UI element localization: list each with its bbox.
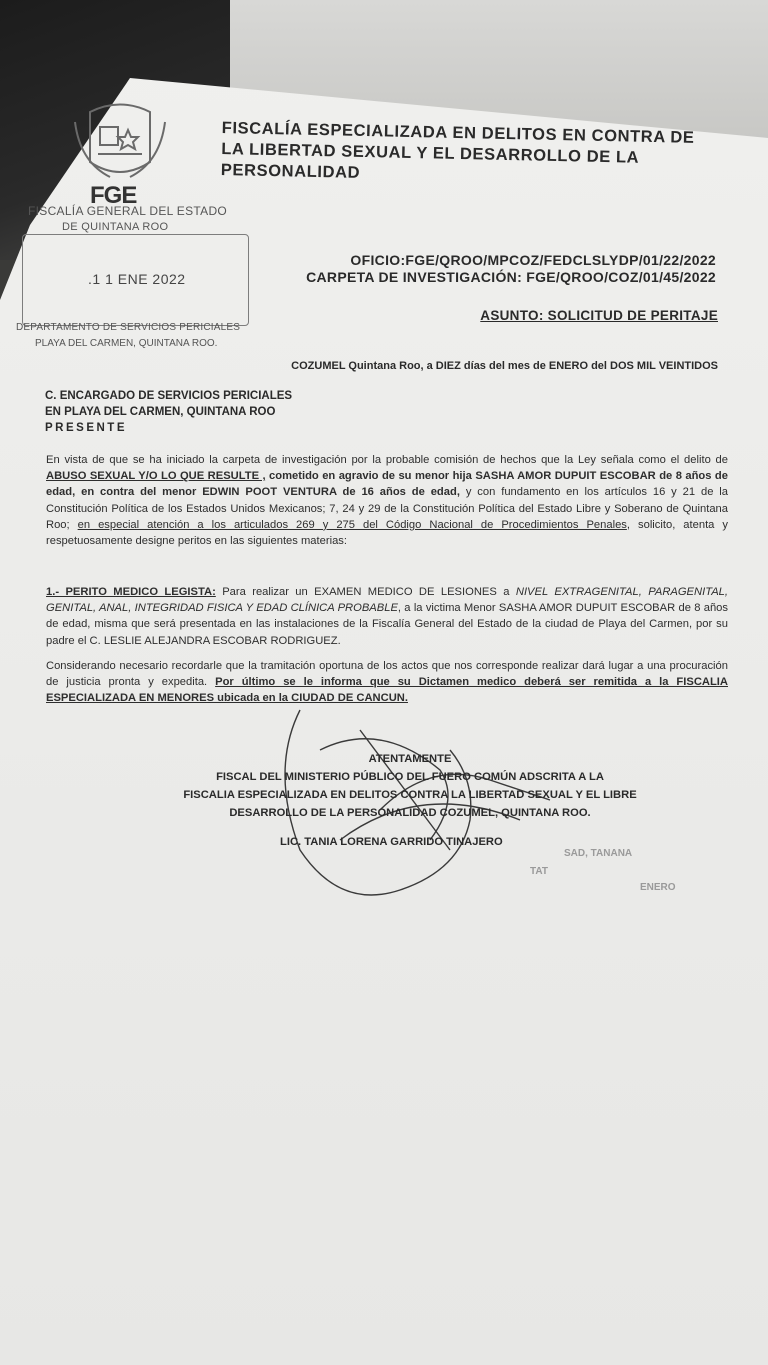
- recipient-line-2: EN PLAYA DEL CARMEN, QUINTANA ROO: [45, 406, 276, 418]
- subject-line: ASUNTO: SOLICITUD DE PERITAJE: [480, 308, 718, 323]
- signer-title-1: FISCAL DEL MINISTERIO PÚBLICO DEL FUERO COMÚN ADSCRITA A LA: [216, 771, 604, 783]
- p1-text-f: , solicito, atenta y respetuosamente designe peritos en las siguientes materias:: [46, 518, 729, 548]
- reference-block: [306, 252, 716, 286]
- stamp-date: .1 1 ENE 2022: [88, 271, 186, 287]
- closing: ATENTAMENTE: [368, 753, 452, 765]
- p1-parties: cometido en agravio de su menor hija SASHA AMOR DUPUIT ESCOBAR de 8 años de edad, en contra del menor EDWIN POOT VENTURA de 16 años de edad,: [46, 470, 728, 499]
- stamp-city: PLAYA DEL CARMEN, QUINTANA ROO.: [35, 338, 218, 349]
- recipient-block: [45, 388, 292, 436]
- signer-title-3: DESARROLLO DE LA PERSONALIDAD COZUMEL, QUINTANA ROO.: [229, 807, 591, 819]
- logo-caption-2: DE QUINTANA ROO: [62, 221, 169, 233]
- faint-text-3: ENERO: [640, 882, 676, 893]
- signer-title-2: FISCALIA ESPECIALIZADA EN DELITOS CONTRA LA LIBERTAD SEXUAL Y EL LIBRE: [183, 789, 637, 801]
- place-and-date: COZUMEL Quintana Roo, a DIEZ días del mes de ENERO del DOS MIL VEINTIDOS: [291, 360, 718, 372]
- p2-text-d: , a la victima Menor SASHA AMOR DUPUIT ESCOBAR de 8 años de edad, misma que será presentada en las instalaciones de la Fiscalía General del Estado de la ciudad de Playa del Carmen, por su padre el C. LESLIE ALEJANDRA ESCOBAR RODRIGUEZ.: [46, 602, 728, 647]
- recipient-line-1: C. ENCARGADO DE SERVICIOS PERICIALES: [45, 390, 293, 402]
- p1-crime: ABUSO SEXUAL Y/O LO QUE RESULTE ,: [46, 470, 266, 483]
- p2-text-b: Para realizar un EXAMEN MEDICO DE LESIONES a: [215, 586, 516, 598]
- p2-perito: 1.- PERITO MEDICO LEGISTA:: [46, 586, 216, 598]
- logo-caption-1: FISCALÍA GENERAL DEL ESTADO: [28, 204, 228, 218]
- document-header-title: FISCALÍA ESPECIALIZADA EN DELITOS EN CONTRA DE LA LIBERTAD SEXUAL Y EL DESARROLLO DE LA PERSONALIDAD: [220, 118, 695, 182]
- p3-notice: Por último se le informa que su Dictamen medico deberá ser remitida a la FISCALIA ESPECIALIZADA EN MENORES ubicada en la CIUDAD DE CANCUN.: [46, 676, 728, 705]
- paragraph-1: [46, 452, 728, 549]
- paragraph-2: [46, 584, 728, 649]
- oficio-number: OFICIO:FGE/QROO/MPCOZ/FEDCLSLYDP/01/22/2022: [350, 252, 716, 268]
- signer-name: LIC. TANIA LORENA GARRIDO TINAJERO: [280, 836, 503, 848]
- p2-exam-levels: NIVEL EXTRAGENITAL, PARAGENITAL, GENITAL, ANAL, INTEGRIDAD FISICA Y EDAD CLÍNICA PROBABLE: [46, 586, 729, 615]
- faint-text-2: TAT: [530, 866, 548, 877]
- p3-text-a: Considerando necesario recordarle que la tramitación oportuna de los actos que nos corresponde realizar dará lugar a una procuración de justicia pronta y expedita.: [46, 660, 728, 689]
- signature-block: [150, 750, 670, 822]
- p1-text-d: y con fundamento en los artículos 16 y 21 de la Constitución Política de los Estados Unidos Mexicanos; 7, 24 y 29 de la Constitución Política del Estado Libre y Soberano de Quintana Roo;: [46, 486, 729, 531]
- stamp-department: DEPARTAMENTO DE SERVICIOS PERICIALES: [16, 322, 241, 333]
- faint-text-1: SAD, TANANA: [564, 848, 633, 859]
- carpeta-number: CARPETA DE INVESTIGACIÓN: FGE/QROO/COZ/01/45/2022: [306, 269, 716, 285]
- p1-text-a: En vista de que se ha iniciado la carpeta de investigación por la probable comisión de hechos que la Ley señala como el delito de: [46, 454, 728, 466]
- p1-articles: en especial atención a los articulados 269 y 275 del Código Nacional de Procedimientos Penales: [77, 518, 627, 531]
- logo-text: FGE: [90, 182, 137, 209]
- recipient-line-3: PRESENTE: [45, 422, 127, 434]
